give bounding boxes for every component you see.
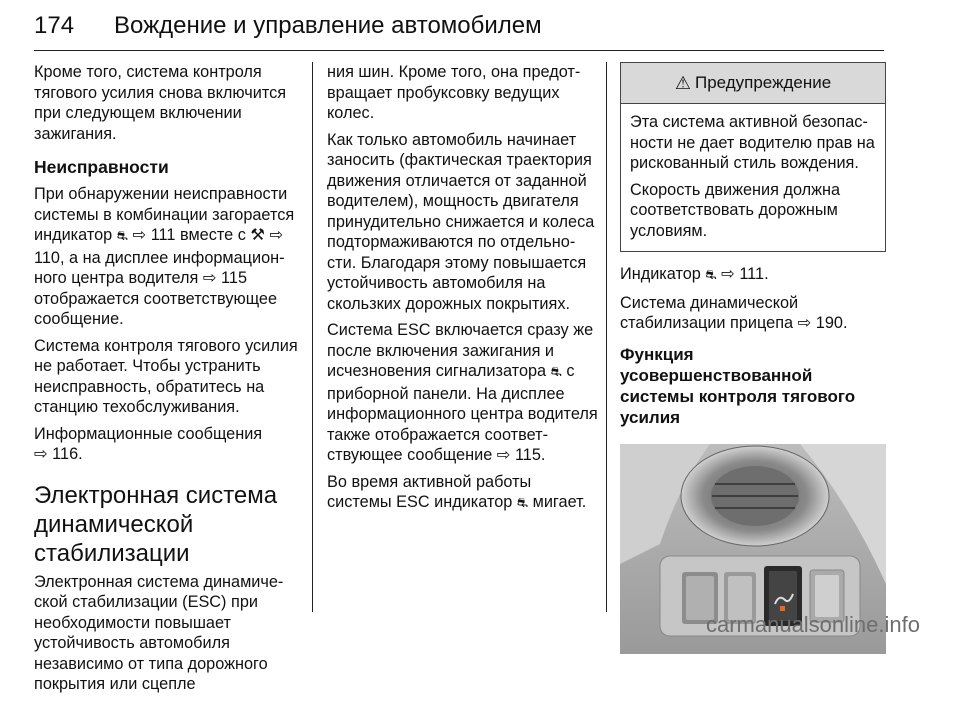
paragraph: Система динамической стабилизации прицепа ⇨ 190. — [620, 293, 848, 332]
paragraph: При обнаружении неисправности системы в комбинации загорается индикатор ⛐ ⇨ 111 вместе с ⚒ ⇨ 110, а на дисплее информационного центра водителя ⇨ 115 отображается соответствующее сообщение. — [34, 185, 295, 328]
page-number: 174 — [34, 12, 75, 39]
paragraph: ния шин. Кроме того, она предотвращает пробуксовку ведущих колес. — [327, 63, 581, 122]
watermark: carmanualsonline.info — [705, 612, 920, 637]
reference-arrow-icon: ⇨ — [132, 226, 147, 244]
column-2 — [327, 62, 599, 521]
page-header — [34, 10, 884, 51]
paragraph: Система ESC включается сразу же после включения зажигания и исчезновения сигнализатора ⛐ с приборной панели. На дисплее информационного центра водителя также отображается соответствующее сообщение ⇨ 115. — [327, 321, 598, 464]
column-divider — [312, 62, 313, 612]
reference-arrow-icon: ⇨ — [34, 445, 48, 463]
heading-faults: Неисправности — [34, 157, 169, 177]
warning-box — [620, 62, 886, 252]
paragraph: Кроме того, система контроля тягового усилия снова включится при следующем включении зажигания. — [34, 63, 287, 143]
paragraph: Как только автомобиль начинает заносить (фактическая траектория движения отличается от заданной водителем), мощность двигателя принудительно снижается и колеса подтормаживаются по отдельности. Благодаря этому повышается устойчивость автомобиля на скользких дорожных покрытиях. — [327, 130, 595, 313]
esc-indicator-icon: ⛐ — [516, 496, 529, 511]
wrench-icon: ⚒ — [250, 226, 265, 244]
warning-header — [621, 63, 885, 104]
esc-indicator-icon: ⛐ — [705, 268, 717, 283]
esc-indicator-icon: ⛐ — [116, 229, 128, 244]
column-3 — [620, 62, 886, 654]
column-1 — [34, 62, 300, 701]
warning-title: Предупреждение — [694, 72, 832, 92]
reference-arrow-icon: ⇨ — [797, 314, 812, 332]
warning-body — [621, 104, 885, 251]
reference-arrow-icon: ⇨ — [721, 265, 735, 283]
paragraph: Во время активной работы системы ESC индикатор ⛐ мигает. — [327, 472, 587, 511]
heading-advanced-traction: Функция усовершенствованной системы контроля тягового усилия — [620, 344, 856, 427]
warning-triangle-icon: ⚠ — [674, 72, 691, 93]
reference-arrow-icon: ⇨ — [269, 226, 284, 244]
paragraph: Скорость движения должна соответствовать дорожным условиям. — [630, 180, 841, 240]
paragraph: Эта система активной безопасности не дает водителю прав на рискованный стиль вождения. — [630, 113, 875, 172]
paragraph: Информационные сообщения ⇨ 116. — [34, 424, 263, 463]
paragraph: Индикатор ⛐ ⇨ 111. — [620, 265, 769, 283]
esc-indicator-icon: ⛐ — [550, 365, 562, 380]
reference-arrow-icon: ⇨ — [496, 446, 511, 464]
paragraph: Система контроля тягового усилия не работает. Чтобы устранить неисправность, обратитесь на станцию техобслуживания. — [34, 336, 298, 416]
reference-arrow-icon: ⇨ — [202, 269, 217, 287]
paragraph: Электронная система динамической стабилизации (ESC) при необходимости повышает устойчивость автомобиля независимо от типа дорожного покрытия или сцепле — [34, 572, 284, 693]
page-title: Вождение и управление автомобилем — [114, 12, 542, 39]
heading-esc: Электронная система динамической стабилизации — [34, 481, 278, 567]
column-divider — [606, 62, 607, 612]
